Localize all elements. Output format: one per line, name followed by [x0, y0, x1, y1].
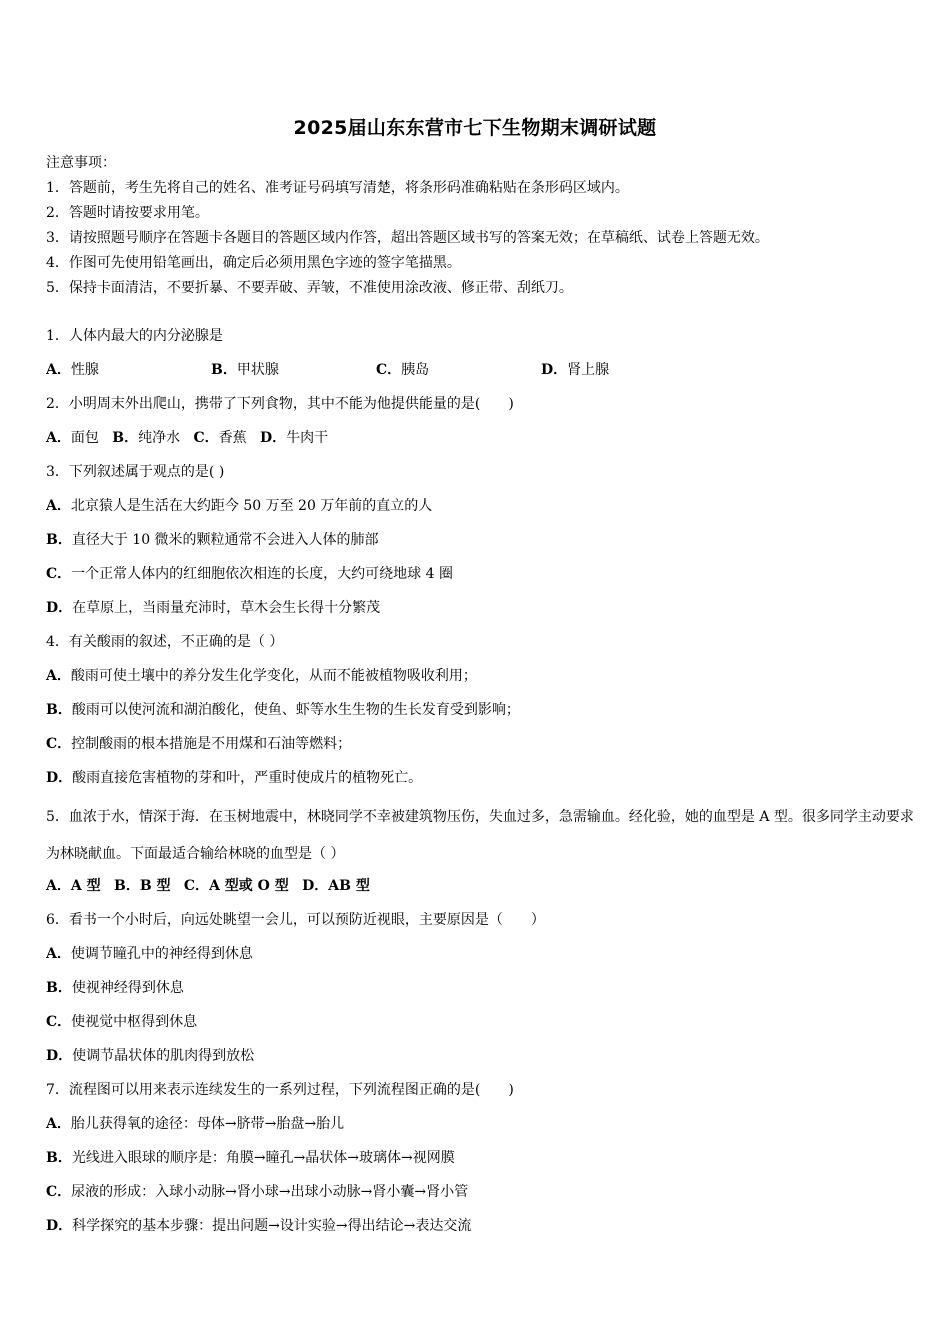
- question-list: [46, 323, 916, 1247]
- option-text: 酸雨直接危害植物的芽和叶，严重时使成片的植物死亡。: [72, 770, 423, 786]
- option-label: A．: [46, 668, 71, 684]
- option-label: C．: [376, 362, 402, 378]
- notice-item: 3．请按照题号顺序在答题卡各题目的答题区域内作答，超出答题区域书写的答案无效；在草稿纸、试卷上答题无效。: [46, 230, 769, 246]
- option-label: C．: [193, 430, 219, 446]
- option-label: D．: [541, 362, 568, 378]
- notice-item: 4．作图可先使用铅笔画出，确定后必须用黑色字迹的签字笔描黑。: [46, 255, 461, 271]
- option-text: A 型: [70, 878, 101, 894]
- option-label: A．: [46, 878, 71, 894]
- question-stem: 6．看书一个小时后，向远处眺望一会儿，可以预防近视眼，主要原因是（ ）: [46, 912, 545, 928]
- option-label: B．: [112, 430, 139, 446]
- option-c: [46, 1179, 916, 1213]
- option-text: 牛肉干: [286, 430, 329, 446]
- option-label: A．: [46, 946, 71, 962]
- option-label: B．: [211, 362, 237, 378]
- option-text: 胰岛: [401, 362, 430, 378]
- option-c: [46, 1009, 916, 1043]
- option-a: [46, 425, 99, 451]
- option-label: B．: [46, 1150, 72, 1166]
- option-text: 纯净水: [138, 430, 181, 446]
- option-row: [46, 425, 916, 459]
- question-stem: 7．流程图可以用来表示连续发生的一系列过程，下列流程图正确的是( ): [46, 1082, 514, 1098]
- option-label: B．: [113, 878, 140, 894]
- notice-section: [46, 151, 926, 301]
- option-row: [46, 873, 916, 907]
- option-b: [46, 527, 916, 561]
- option-a: [46, 357, 211, 383]
- option-b: [112, 425, 180, 451]
- option-c: [46, 561, 916, 595]
- option-label: C．: [46, 1184, 72, 1200]
- option-text: 在草原上，当雨量充沛时，草木会生长得十分繁茂: [72, 600, 381, 616]
- option-text: 光线进入眼球的顺序是：角膜→瞳孔→晶状体→玻璃体→视网膜: [71, 1150, 455, 1166]
- option-text: 面包: [70, 430, 99, 446]
- option-label: D．: [46, 770, 73, 786]
- option-d: [46, 595, 916, 629]
- option-text: 香蕉: [218, 430, 247, 446]
- option-label: C．: [46, 1014, 72, 1030]
- option-text: 科学探究的基本步骤：提出问题→设计实验→得出结论→表达交流: [72, 1218, 472, 1234]
- option-label: B．: [46, 702, 72, 718]
- question-stem: 2．小明周末外出爬山，携带了下列食物，其中不能为他提供能量的是( ): [46, 396, 514, 412]
- option-label: C．: [183, 878, 210, 894]
- option-label: C．: [46, 566, 72, 582]
- option-c: [46, 731, 916, 765]
- option-text: 酸雨可以使河流和湖泊酸化，使鱼、虾等水生生物的生长发育受到影响；: [71, 702, 520, 718]
- option-text: 肾上腺: [567, 362, 610, 378]
- option-label: A．: [46, 430, 71, 446]
- option-label: A．: [46, 498, 71, 514]
- option-text: 一个正常人体内的红细胞依次相连的长度，大约可绕地球 4 圈: [71, 566, 453, 582]
- option-label: D．: [259, 430, 287, 446]
- option-label: C．: [46, 736, 72, 752]
- option-text: 使调节晶状体的肌肉得到放松: [72, 1048, 255, 1064]
- question-stem: 1．人体内最大的内分泌腺是: [46, 328, 223, 344]
- option-label: A．: [46, 362, 71, 378]
- option-d: [46, 765, 916, 799]
- option-text: AB 型: [328, 878, 370, 894]
- option-text: 北京猿人是生活在大约距今 50 万至 20 万年前的直立的人: [70, 498, 433, 514]
- notice-item: 2．答题时请按要求用笔。: [46, 205, 209, 221]
- question-stem: 4．有关酸雨的叙述，不正确的是（ ）: [46, 634, 284, 650]
- notice-item: 5．保持卡面清洁，不要折暴、不要弄破、弄皱，不准使用涂改液、修正带、刮纸刀。: [46, 280, 573, 296]
- option-label: D．: [302, 878, 329, 894]
- option-a: [46, 1111, 916, 1145]
- option-text: 控制酸雨的根本措施是不用煤和石油等燃料；: [71, 736, 352, 752]
- option-b: [46, 975, 916, 1009]
- document-title: 2025届山东东营市七下生物期末调研试题: [293, 117, 657, 139]
- option-text: 使调节瞳孔中的神经得到休息: [70, 946, 253, 962]
- option-c: [193, 425, 246, 451]
- option-text: 胎儿获得氧的途径：母体→脐带→胎盘→胎儿: [70, 1116, 345, 1132]
- option-d: [260, 425, 328, 451]
- option-label: D．: [46, 600, 73, 616]
- option-label: B．: [46, 532, 72, 548]
- option-c: [376, 357, 541, 383]
- option-text: 性腺: [70, 362, 99, 378]
- option-text: 直径大于 10 微米的颗粒通常不会进入人体的肺部: [71, 532, 379, 548]
- option-b: [46, 697, 916, 731]
- option-c: [184, 873, 289, 899]
- question-stem: 3．下列叙述属于观点的是( ): [46, 464, 225, 480]
- option-text: B 型: [139, 878, 171, 894]
- option-d: [302, 873, 370, 899]
- option-b: [211, 357, 376, 383]
- option-label: A．: [46, 1116, 71, 1132]
- option-a: [46, 873, 101, 899]
- option-text: 尿液的形成：入球小动脉→肾小球→出球小动脉→肾小囊→肾小管: [71, 1184, 469, 1200]
- option-label: D．: [46, 1048, 73, 1064]
- option-label: D．: [46, 1218, 73, 1234]
- option-d: [541, 357, 609, 383]
- option-a: [46, 493, 916, 527]
- option-text: 甲状腺: [236, 362, 279, 378]
- option-label: B．: [46, 980, 72, 996]
- option-row: [46, 357, 916, 391]
- option-d: [46, 1043, 916, 1077]
- notice-heading: 注意事项：: [46, 155, 116, 171]
- option-d: [46, 1213, 916, 1247]
- option-text: 使视觉中枢得到休息: [71, 1014, 198, 1030]
- option-text: 使视神经得到休息: [71, 980, 184, 996]
- option-a: [46, 941, 916, 975]
- option-a: [46, 663, 916, 697]
- option-b: [46, 1145, 916, 1179]
- question-stem: 5．血浓于水，情深于海．在玉树地震中，林晓同学不幸被建筑物压伤，失血过多，急需输血。经化验，她的血型是 A 型。很多同学主动要求为林晓献血。下面最适合输给林晓的血型是（ ）: [46, 809, 914, 862]
- option-text: 酸雨可使土壤中的养分发生化学变化，从而不能被植物吸收利用；: [70, 668, 477, 684]
- notice-item: 1．答题前，考生先将自己的姓名、准考证号码填写清楚，将条形码准确粘贴在条形码区域内。: [46, 180, 629, 196]
- option-text: A 型或 O 型: [209, 878, 289, 894]
- option-b: [114, 873, 171, 899]
